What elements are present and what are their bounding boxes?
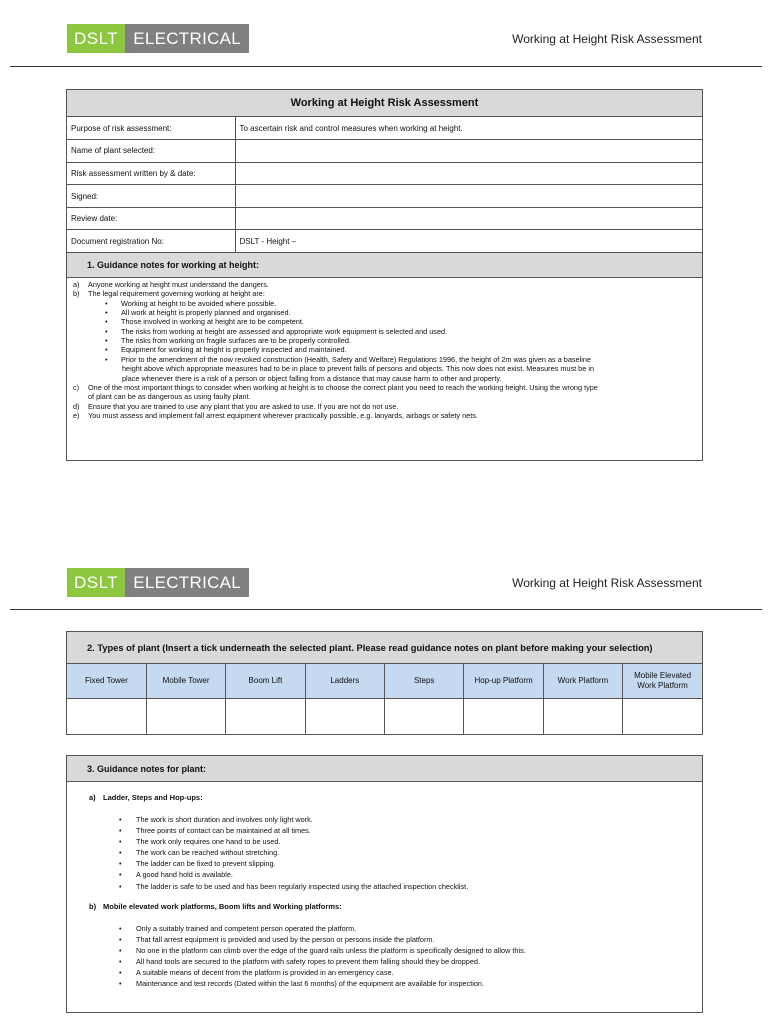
plant-column-header: Steps xyxy=(385,664,464,698)
bullet-item: The work is short duration and involves only light work. xyxy=(136,815,313,824)
bullet-icon: • xyxy=(105,336,108,346)
list-marker: b) xyxy=(73,289,80,299)
section3-heading: 3. Guidance notes for plant: xyxy=(67,756,702,782)
field-value[interactable] xyxy=(235,140,702,163)
bullet-item: The ladder is safe to be used and has been regularly inspected using the attached inspection checklist. xyxy=(136,881,469,891)
plant-tick-cell-hop-up[interactable] xyxy=(464,698,543,734)
bullet-icon: • xyxy=(119,881,122,891)
note-item: Anyone working at height must understand the dangers. xyxy=(88,280,269,290)
plant-guidance-section xyxy=(66,755,703,1013)
plant-column-header: Ladders xyxy=(305,664,384,698)
bullet-icon: • xyxy=(119,815,122,824)
note-continuation: of plant can be as dangerous as using faulty plant. xyxy=(88,392,251,402)
bullet-icon: • xyxy=(119,826,122,836)
form-row-written-by xyxy=(67,162,702,185)
list-marker: e) xyxy=(73,410,80,420)
header-divider xyxy=(10,609,762,610)
logo-dslt: DSLT xyxy=(67,568,125,597)
plant-tick-cell-ladders[interactable] xyxy=(305,698,384,734)
form-row-review-date xyxy=(67,207,702,230)
plant-column-header: Fixed Tower xyxy=(67,664,146,698)
plant-selection-table xyxy=(67,664,702,734)
bullet-icon: • xyxy=(119,859,122,869)
subsection-title: Ladder, Steps and Hop-ups: xyxy=(103,793,203,802)
bullet-item: All hand tools are secured to the platform with safety ropes to prevent them falling should they be dropped. xyxy=(136,956,480,966)
note-item: The legal requirement governing working at height are: xyxy=(88,289,265,299)
section1-heading: 1. Guidance notes for working at height: xyxy=(67,253,702,278)
bullet-continuation: height above which appropriate measures had to be in place to prevent falls of persons and objects. This now does not exist. Measures must be in xyxy=(122,364,595,374)
list-marker: a) xyxy=(89,793,96,802)
bullet-item: The work can be reached without stretching. xyxy=(136,848,280,858)
bullet-icon: • xyxy=(119,837,122,847)
bullet-item: Prior to the amendment of the now revoked construction (Health, Safety and Welfare) Regulations 1996, the height of 2m was given as a baseline xyxy=(121,354,591,364)
bullet-item: The ladder can be fixed to prevent slipping. xyxy=(136,859,276,869)
bullet-item: All work at height is properly planned and organised. xyxy=(121,308,291,318)
field-label: Review date: xyxy=(67,207,235,230)
section1-notes xyxy=(67,278,702,420)
field-value[interactable]: To ascertain risk and control measures when working at height. xyxy=(235,117,702,140)
note-item: You must assess and implement fall arrest equipment wherever practically possible, e.g. lanyards, airbags or safety nets. xyxy=(88,410,478,420)
platform-guidance-list xyxy=(67,923,702,990)
plant-types-section xyxy=(66,631,703,735)
bullet-icon: • xyxy=(119,945,122,955)
bullet-item: That fall arrest equipment is provided and used by the person or persons inside the platform. xyxy=(136,934,435,944)
form-row-plant-name xyxy=(67,140,702,163)
plant-tick-cell-boom-lift[interactable] xyxy=(226,698,305,734)
field-value[interactable] xyxy=(235,207,702,230)
list-marker: d) xyxy=(73,401,80,411)
ladder-guidance-list xyxy=(67,814,702,892)
header-document-title: Working at Height Risk Assessment xyxy=(512,32,702,46)
plant-column-header: Mobile Tower xyxy=(146,664,225,698)
field-value[interactable] xyxy=(235,162,702,185)
plant-column-header: Mobile Elevated Work Platform xyxy=(623,664,702,698)
plant-tick-cell-mewp[interactable] xyxy=(623,698,702,734)
subsection-a-title xyxy=(67,793,702,802)
header-divider xyxy=(10,66,762,67)
bullet-icon: • xyxy=(119,848,122,858)
bullet-item: Three points of contact can be maintained at all times. xyxy=(136,826,311,836)
bullet-icon: • xyxy=(105,345,108,355)
plant-tick-cell-fixed-tower[interactable] xyxy=(67,698,146,734)
note-item: One of the most important things to consider when working at height is to choose the correct plant you need to reach the working height. Using the wrong type xyxy=(88,382,598,392)
bullet-item: Only a suitably trained and competent person operated the platform. xyxy=(136,923,357,933)
bullet-icon: • xyxy=(105,308,108,318)
bullet-icon: • xyxy=(105,326,108,336)
form-row-registration xyxy=(67,230,702,253)
page-header xyxy=(0,12,768,68)
plant-tick-cell-steps[interactable] xyxy=(385,698,464,734)
field-value[interactable] xyxy=(235,185,702,208)
bullet-item: No one in the platform can climb over the edge of the guard rails unless the platform is specifically designed to allow this. xyxy=(136,945,526,955)
list-marker: b) xyxy=(89,901,97,911)
bullet-icon: • xyxy=(105,354,108,364)
field-label: Signed: xyxy=(67,185,235,208)
plant-column-header: Work Platform xyxy=(543,664,622,698)
bullet-continuation: place whenever there is a risk of a person or object falling from a distance that may cause harm to other and property. xyxy=(122,373,502,383)
field-label: Name of plant selected: xyxy=(67,140,235,163)
form-fields-table xyxy=(67,117,702,253)
bullet-item: The risks from working at height are assessed and appropriate work equipment is selected and used. xyxy=(121,326,448,336)
section2-heading: 2. Types of plant (Insert a tick underneath the selected plant. Please read guidance notes on plant before making your selection) xyxy=(67,632,702,664)
subsection-b-title xyxy=(67,902,702,911)
plant-tick-cell-mobile-tower[interactable] xyxy=(146,698,225,734)
note-item: Ensure that you are trained to use any plant that you are asked to use. If you are not do not use. xyxy=(88,401,399,411)
bullet-item: The work only requires one hand to be used. xyxy=(136,837,281,847)
bullet-item: Maintenance and test records (Dated within the last 6 months) of the equipment are available for inspection. xyxy=(136,979,485,989)
bullet-item: Equipment for working at height is properly inspected and maintained. xyxy=(121,345,347,355)
logo-electrical: ELECTRICAL xyxy=(125,24,249,53)
company-logo xyxy=(67,24,249,53)
bullet-icon: • xyxy=(119,934,122,944)
bullet-item: The risks from working on fragile surfaces are to be properly controlled. xyxy=(121,336,351,346)
field-label: Purpose of risk assessment: xyxy=(67,117,235,140)
logo-dslt: DSLT xyxy=(67,24,125,53)
form-row-signed xyxy=(67,185,702,208)
page-header-2 xyxy=(0,556,768,612)
field-label: Risk assessment written by & date: xyxy=(67,162,235,185)
plant-column-header: Boom Lift xyxy=(226,664,305,698)
list-marker: a) xyxy=(73,280,80,290)
form-title: Working at Height Risk Assessment xyxy=(67,90,702,117)
bullet-item: Working at height to be avoided where possible. xyxy=(121,298,277,308)
company-logo xyxy=(67,568,249,597)
field-label: Document registration No: xyxy=(67,230,235,253)
bullet-item: A good hand hold is available. xyxy=(136,870,233,880)
bullet-icon: • xyxy=(119,968,122,978)
form-row-purpose xyxy=(67,117,702,140)
bullet-icon: • xyxy=(119,956,122,966)
field-value[interactable]: DSLT - Height – xyxy=(235,230,702,253)
bullet-icon: • xyxy=(119,870,122,880)
subsection-title: Mobile elevated work platforms, Boom lifts and Working platforms: xyxy=(103,901,342,911)
risk-assessment-form xyxy=(66,89,703,461)
bullet-icon: • xyxy=(119,979,122,989)
plant-column-header: Hop-up Platform xyxy=(464,664,543,698)
bullet-icon: • xyxy=(105,317,108,327)
bullet-icon: • xyxy=(119,923,122,933)
logo-electrical: ELECTRICAL xyxy=(125,568,249,597)
header-document-title: Working at Height Risk Assessment xyxy=(512,576,702,590)
plant-tick-cell-work-platform[interactable] xyxy=(543,698,622,734)
bullet-icon: • xyxy=(105,298,108,308)
list-marker: c) xyxy=(73,382,80,392)
bullet-item: Those involved in working at height are to be competent. xyxy=(121,317,304,327)
bullet-item: A suitable means of decent from the platform is provided in an emergency case. xyxy=(136,968,394,978)
